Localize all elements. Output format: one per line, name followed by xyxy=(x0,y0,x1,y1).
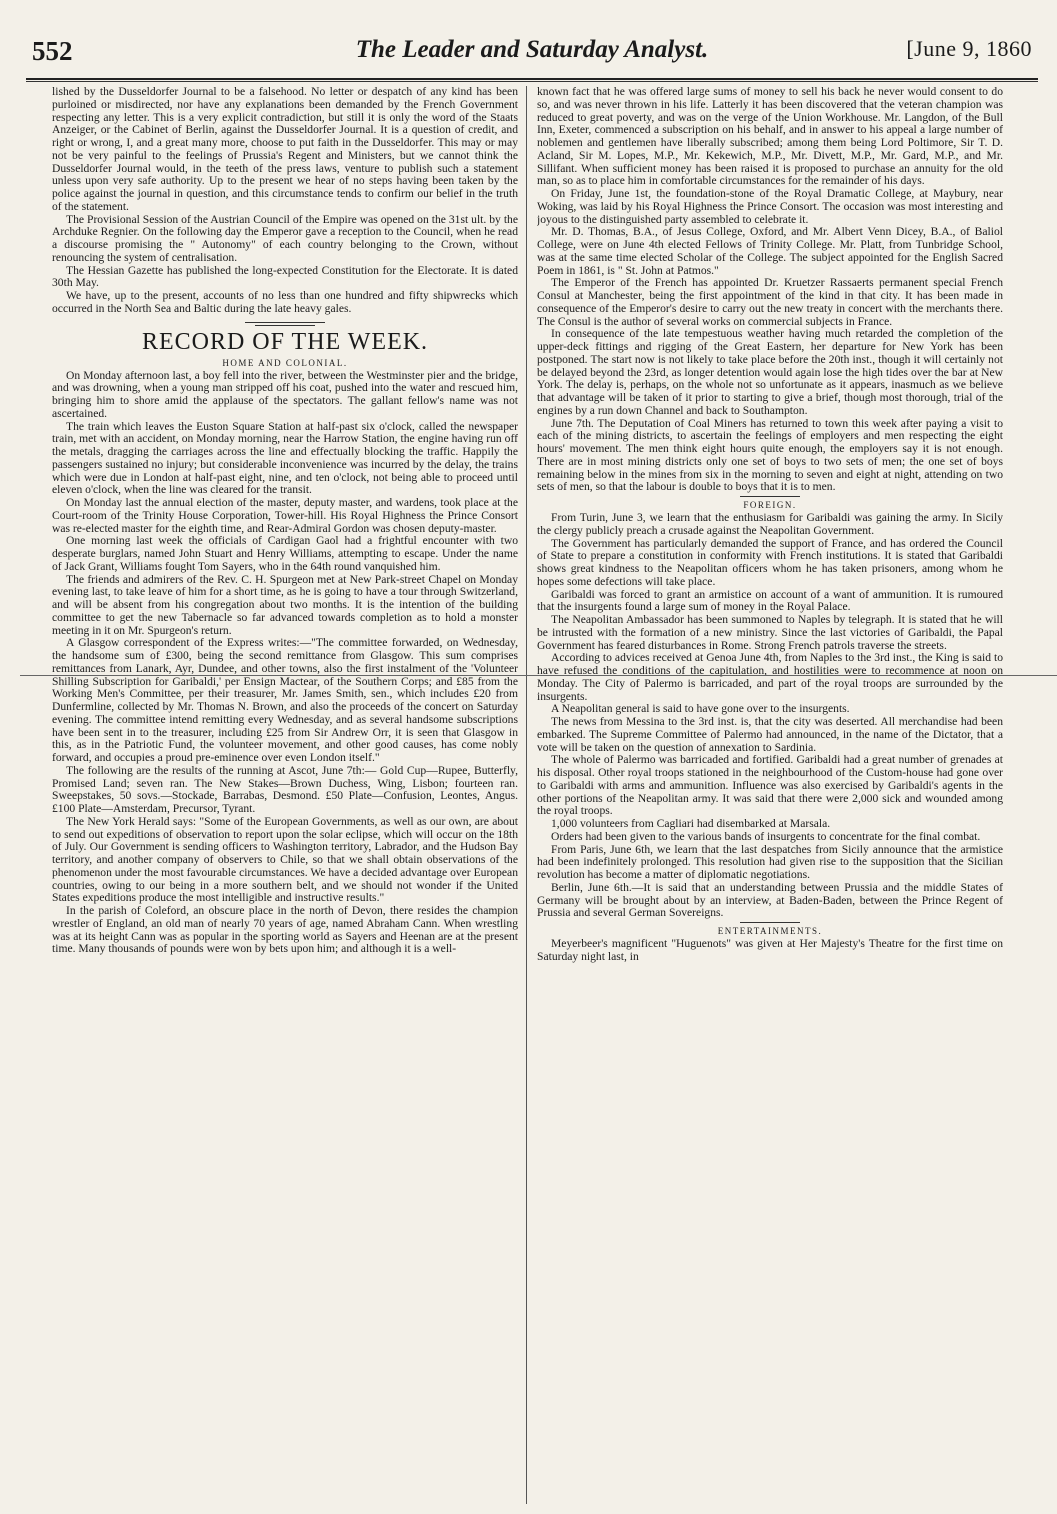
article-paragraph: The train which leaves the Euston Square Station at half-past six o'clock, called the newspaper train, met with an accident, on Monday morning, near the Harrow Station, the engine having run off the metals, dragging the carriages across the line and effectually blocking the traffic. Happily the passengers sustained no injury; but considerable inconvenience was incurred by the delay, the trains which were due in London at half-past eight, nine, and ten o'clock, not being able to proceed until eleven o'clock, when the line was cleared for the transit. xyxy=(52,419,518,497)
section-divider xyxy=(255,325,315,326)
article-paragraph: June 7th. The Deputation of Coal Miners has returned to town this week after paying a visit to each of the mining districts, to ascertain the feelings of employers and men respecting the eight hours' movement. The men think eight hours quite enough, the employers say it is not enough. There are in most mining districts only one set of boys to two sets of men; the one set of boys remaining below in the mines from six in the morning to seven and eight at night, attending on two sets of men, so that the labour is double to boys that it is to men. xyxy=(537,416,1003,494)
fold-line xyxy=(20,675,1057,676)
article-paragraph: On Monday afternoon last, a boy fell into the river, between the Westminster pier and the bridge, and was drowning, when a young man stripped off his coat, pushed into the water and rescued him, bringing him to shore amid the applause of the spectators. The gallant fellow's name was not ascertained. xyxy=(52,368,518,420)
article-paragraph: Mr. D. Thomas, B.A., of Jesus College, Oxford, and Mr. Albert Venn Dicey, B.A., of Baliol College, were on June 4th elected Fellows of Trinity College. Mr. Platt, from Tunbridge School, was at the same time elected Scholar of the College. The subject appointed for the English Sacred Poem in 1861, is " St. John at Patmos." xyxy=(537,225,1003,277)
right-column xyxy=(537,86,1003,1506)
section-subheading: HOME AND COLONIAL. xyxy=(222,357,348,368)
left-column xyxy=(52,86,518,1506)
article-paragraph: known fact that he was offered large sums of money to sell his back he never would consent to do so, and was never thrown in his life. Latterly it has been discovered that the veteran champion was reduced to great poverty, and was on the verge of the Union Workhouse. Mr. Langdon, of the Bull Inn, Exeter, commenced a subscription on his behalf, and in answer to his appeal a large number of noblemen and gentlemen have liberally subscribed; among them being Lord Poltimore, Sir T. D. Acland, Sir M. Lopes, M.P., Mr. Kekewich, M.P., Mr. Divett, M.P., Mr. Gard, M.P., and Mr. Sillifant. When sufficient money has been raised it is proposed to purchase an annuity for the old man, so as to place him in comfortable circumstances for the remainder of his days. xyxy=(537,86,1003,188)
column-divider xyxy=(526,86,527,1504)
publication-title: The Leader and Saturday Analyst. xyxy=(355,36,709,63)
header-rule xyxy=(26,78,1038,80)
article-paragraph: From Paris, June 6th, we learn that the last despatches from Sicily announce that the armistice had been indefinitely prolonged. This resolution had given rise to the supposition that the Sicilian revolution has become a matter of diplomatic negotiations. xyxy=(537,842,1003,881)
article-paragraph: On Friday, June 1st, the foundation-stone of the Royal Dramatic College, at Maybury, near Woking, was laid by his Royal Highness the Prince Consort. The occasion was most interesting and joyous to the distinguished party assembled to celebrate it. xyxy=(537,187,1003,226)
article-paragraph: The Government has particularly demanded the support of France, and has ordered the Council of State to prepare a constitution in conformity with French institutions. It is stated that Garibaldi shows great kindness to the Neapolitan officers whom he has taken prisoners, among whom he hopes some defections will take place. xyxy=(537,536,1003,588)
article-paragraph: The Hessian Gazette has published the long-expected Constitution for the Electorate. It is dated 30th May. xyxy=(52,263,518,290)
article-paragraph: The New York Herald says: "Some of the European Governments, as well as our own, are about to send out expeditions of observation to report upon the solar eclipse, which will occur on the 18th of July. Our Government is sending officers to Washington territory, Labrador, and the Hudson Bay territory, and another company of observers to Chile, so that we shall obtain observations of the phenomenon under the most favourable circumstances. We have a decided advantage over European countries, owing to our being in a more southern belt, and we should not wonder if the United States expeditions produce the most intelligible and instructive results." xyxy=(52,814,518,905)
article-paragraph: The news from Messina to the 3rd inst. is, that the city was deserted. All merchandise had been embarked. The Supreme Committee of Palermo had announced, in the name of the Dictator, that a vote will be taken on the question of annexation to Sardinia. xyxy=(537,715,1003,754)
article-paragraph: From Turin, June 3, we learn that the enthusiasm for Garibaldi was gaining the army. In Sicily the clergy publicly preach a crusade against the Neapolitan Government. xyxy=(537,511,1003,537)
article-paragraph: According to advices received at Genoa June 4th, from Naples to the 3rd inst., the King is said to have refused the conditions of the capitulation, and hostilities were to recommence at noon on Monday. The City of Palermo is barricaded, and part of the royal troops are surrounded by the insurgents. xyxy=(537,651,1003,703)
article-paragraph: A Glasgow correspondent of the Express writes:—"The committee forwarded, on Wednesday, the handsome sum of £300, being the second remittance from Glasgow. This sum comprises remittances from Lanark, Ayr, Dundee, and other towns, also the first instalment of the 'Volunteer Shilling Subscription for Garibaldi,' per Ensign Mactear, of the Southern Corps; and £85 from the Working Men's Committee, per their treasurer, Mr. James Smith, sen., which includes £20 from Dunfermline, collected by Mr. Thomas N. Brown, and also the proceeds of the concert on Saturday evening. The committee intend remitting every Wednesday, and as several handsome subscriptions have been sent in to the treasurer, including £25 from Sir Andrew Orr, it is seen that Glasgow in this, as in the Patriotic Fund, the volunteer movement, and other good causes, has come nobly forward, and occupies a proud pre-eminence over even London itself." xyxy=(52,636,518,764)
section-divider xyxy=(740,496,800,497)
page-number: 552 xyxy=(32,36,73,66)
issue-date: [June 9, 1860 xyxy=(906,36,1032,61)
article-paragraph: The Emperor of the French has appointed Dr. Kruetzer Rassaerts permanent special French Consul at Manchester, being the first appointment of the kind in that city. It has been made in consequence of the Emperor's desire to carry out the new treaty in concert with the merchants there. The Consul is the author of several works on commercial subjects in France. xyxy=(537,276,1003,328)
article-paragraph: On Monday last the annual election of the master, deputy master, and wardens, took place at the Court-room of the Trinity House Corporation, Tower-hill. His Royal Highness the Prince Consort was re-elected master for the eighth time, and Rear-Admiral Gordon was chosen deputy-master. xyxy=(52,496,518,535)
section-divider xyxy=(740,922,800,923)
article-paragraph: The following are the results of the running at Ascot, June 7th:— Gold Cup—Rupee, Butterfly, Promised Land; seven ran. The New Stakes—Brown Duchess, Wing, Lisbon; fourteen ran. Sweepstakes, 50 sovs.—Stockade, Barrabas, Desmond. £50 Plate—Confusion, Leontes, Angus. £100 Plate—Amsterdam, Precursor, Tyrant. xyxy=(52,763,518,815)
article-paragraph: 1,000 volunteers from Cagliari had disembarked at Marsala. xyxy=(551,817,831,830)
section-subheading: ENTERTAINMENTS. xyxy=(717,926,823,936)
page-header xyxy=(26,30,1038,80)
article-paragraph: The whole of Palermo was barricaded and fortified. Garibaldi had a great number of grenades at his disposal. Other royal troops stationed in the neighbourhood of the Custom-house had gone over to Garibaldi with arms and ammunition. Influence was also exercised by Garibaldi's agents in the other portions of the Neapolitan army. It was said that there were 2,000 sick and wounded among the royal troops. xyxy=(537,753,1003,818)
article-paragraph: A Neapolitan general is said to have gone over to the insurgents. xyxy=(551,702,850,716)
article-paragraph: The friends and admirers of the Rev. C. H. Spurgeon met at New Park-street Chapel on Monday evening last, to take leave of him for a short time, as he is going to have a tour through Switzerland, and will be absent from his congregation about two months. It is the intention of the building committee to get the new Tabernacle so far advanced towards completion as to hold a monster meeting in it on Mr. Spurgeon's return. xyxy=(52,572,518,637)
article-paragraph: The Provisional Session of the Austrian Council of the Empire was opened on the 31st ult. by the Archduke Regnier. On the following day the Emperor gave a reception to the Council, when he read a discourse promising the " Autonomy" of each country belonging to the Crown, without renouncing the system of centralisation. xyxy=(52,212,518,264)
article-paragraph: In consequence of the late tempestuous weather having much retarded the completion of the upper-deck fittings and rigging of the Great Eastern, her departure for New York has been postponed. The start now is not likely to take place before the 20th inst., though it will certainly not be delayed beyond the 23rd, as longer detention would again lose the high tides over the bar at New York. The delay is, perhaps, on the whole not so unfortunate as it appears, inasmuch as we believe that advantage will be taken of it prior to starting to give a brief, though most thorough, trial of the engines by a run down Channel and back to Southampton. xyxy=(537,327,1003,417)
header-rule-thin xyxy=(26,81,1038,82)
article-paragraph: Meyerbeer's magnificent "Huguenots" was given at Her Majesty's Theatre for the first time on Saturday night last, in xyxy=(537,937,1003,963)
article-paragraph: One morning last week the officials of Cardigan Gaol had a frightful encounter with two desperate burglars, named John Stuart and Henry Williams, attempting to escape. Under the name of Jack Grant, Williams fought Tom Sayers, who in the 64th round vanquished him. xyxy=(52,534,518,573)
article-paragraph: lished by the Dusseldorfer Journal to be a falsehood. No letter or despatch of any kind has been purloined or misdirected, nor have any explanations been demanded by the French Government respecting any letter. This is a very explicit contradiction, but still it is only the word of the Staats Anzeiger, or the Cabinet of Berlin, against the Dusseldorfer Journal. It is a question of credit, and right or wrong, I, and a great many more, choose to put faith in the Dusseldorfer. This may or may not be very painful to the feelings of Prussia's Regent and Ministers, but we cannot think the Dusseldorfer Journal would, in the teeth of the press laws, venture to publish such a statement unless upon very safe authority. Up to the present we hear of no steps having been taken by the police against the journal in question, and this circumstance tends to confirm our belief in the truth of the statement. xyxy=(52,86,518,213)
article-paragraph: Garibaldi was forced to grant an armistice on account of a want of ammunition. It is rumoured that the insurgents found a large sum of money in the Royal Palace. xyxy=(537,587,1003,614)
section-subheading: FOREIGN. xyxy=(743,500,797,510)
article-paragraph: In the parish of Coleford, an obscure place in the north of Devon, there resides the champion wrestler of England, an old man of nearly 70 years of age, named Abraham Cann. When wrestling was at its height Cann was as popular in the sporting world as Sayers and Heenan are at the present time. Many thousands of pounds were won by bets upon him; and although it is a well- xyxy=(52,904,518,956)
article-paragraph: Orders had been given to the various bands of insurgents to concentrate for the final combat. xyxy=(551,829,981,843)
article-paragraph: Berlin, June 6th.—It is said that an understanding between Prussia and the middle States of Germany will be brought about by an interview, at Baden-Baden, between the Prince Regent of Prussia and several German Sovereigns. xyxy=(537,880,1003,920)
article-paragraph: We have, up to the present, accounts of no less than one hundred and fifty shipwrecks which occurred in the North Sea and Baltic during the late heavy gales. xyxy=(52,289,518,315)
article-paragraph: The Neapolitan Ambassador has been summoned to Naples by telegraph. It is stated that he will be intrusted with the formation of a new ministry. Since the last victories of Garibaldi, the Papal Government has feared disturbances in Rome. Strong French patrols traverse the streets. xyxy=(537,613,1003,652)
section-heading: RECORD OF THE WEEK. xyxy=(141,328,429,355)
section-divider xyxy=(245,322,325,323)
